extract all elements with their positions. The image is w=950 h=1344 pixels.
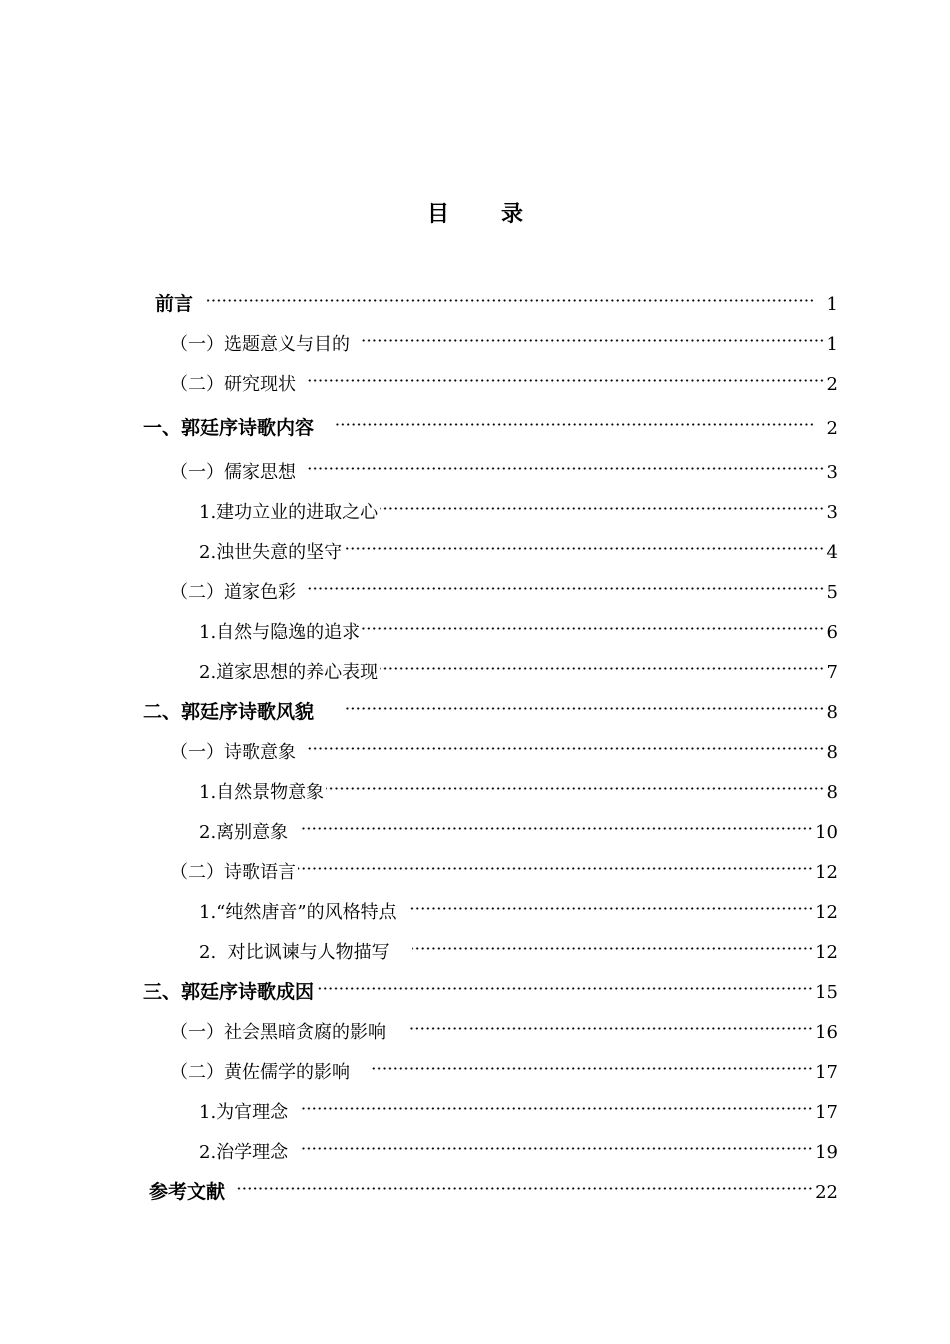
dot-leader <box>362 610 824 638</box>
dot-leader <box>326 770 824 798</box>
dot-leader <box>344 530 824 558</box>
toc-entry[interactable] <box>199 1090 838 1123</box>
toc-entry-label: 一、郭廷序诗歌内容 <box>143 417 315 439</box>
toc-entry-label: （一）儒家思想 <box>170 462 296 483</box>
dot-leader <box>207 282 815 310</box>
toc-entry-label: 1.为官理念 <box>199 1102 289 1123</box>
toc-entry[interactable] <box>199 810 838 843</box>
toc-entry[interactable] <box>199 490 838 523</box>
dot-leader <box>298 850 813 878</box>
toc-entry-page: 16 <box>815 1022 838 1043</box>
toc-entry-page: 5 <box>826 582 838 603</box>
page-title: 目录 <box>426 202 575 227</box>
toc-entry-label: （二）诗歌语言 <box>170 862 296 883</box>
toc-entry-page: 17 <box>815 1062 838 1083</box>
toc-entry-label: 2.治学理念 <box>199 1142 289 1163</box>
dot-leader <box>300 1090 813 1118</box>
dot-leader <box>346 690 825 718</box>
toc-entry[interactable] <box>199 770 838 803</box>
toc-entry-label: 参考文献 <box>149 1181 226 1203</box>
toc-entry[interactable] <box>170 570 838 603</box>
toc-entry-page: 7 <box>826 662 838 683</box>
toc-entry-page: 1 <box>826 294 838 315</box>
toc-entry-label: 1.建功立业的进取之心 <box>199 502 379 523</box>
toc-entry[interactable] <box>199 1130 838 1163</box>
toc-entry[interactable] <box>155 282 838 315</box>
toc-entry-page: 12 <box>815 902 838 923</box>
toc-entry[interactable] <box>199 650 838 683</box>
toc-entry[interactable] <box>170 450 838 483</box>
toc-entry-page: 3 <box>826 462 838 483</box>
toc-entry-page: 19 <box>815 1142 838 1163</box>
toc-entry-page: 2 <box>826 374 838 395</box>
toc-entry[interactable] <box>170 850 838 883</box>
toc-entry-label: （二）研究现状 <box>170 374 296 395</box>
toc-entry-label: 2.道家思想的养心表现 <box>199 662 379 683</box>
toc-entry-label: （二）道家色彩 <box>170 582 296 603</box>
toc-entry[interactable] <box>170 730 838 763</box>
dot-leader <box>308 450 825 478</box>
toc-entry-label: （二）黄佐儒学的影响 <box>170 1062 350 1083</box>
dot-leader <box>380 650 824 678</box>
toc-entry-label: 1.“纯然唐音”的风格特点 <box>199 902 397 923</box>
toc-entry-page: 22 <box>815 1182 838 1203</box>
toc-entry[interactable] <box>199 890 838 923</box>
toc-entry-page: 4 <box>826 542 838 563</box>
dot-leader <box>336 406 815 434</box>
toc-entry[interactable] <box>143 690 838 723</box>
toc-entry[interactable] <box>143 970 838 1003</box>
dot-leader <box>372 1050 813 1078</box>
toc-entry-page: 3 <box>826 502 838 523</box>
toc-entry-label: 2.离别意象 <box>199 822 289 843</box>
toc-entry-page: 12 <box>815 942 838 963</box>
dot-leader <box>412 930 813 958</box>
toc-entry-page: 6 <box>826 622 838 643</box>
toc-entry-page: 10 <box>815 822 838 843</box>
toc-entry-page: 8 <box>826 742 838 763</box>
toc-entry[interactable] <box>149 1170 838 1203</box>
dot-leader <box>408 1010 813 1038</box>
toc-entry-label: （一）诗歌意象 <box>170 742 296 763</box>
toc-entry-page: 12 <box>815 862 838 883</box>
toc-entry-label: （一）选题意义与目的 <box>170 334 350 355</box>
toc-entry-label: 前言 <box>155 293 194 315</box>
toc-entry-page: 8 <box>826 702 838 723</box>
toc-entry[interactable] <box>143 406 838 439</box>
toc-entry-label: 三、郭廷序诗歌成因 <box>143 981 315 1003</box>
toc-entry[interactable] <box>170 1050 838 1083</box>
dot-leader <box>308 362 825 390</box>
dot-leader <box>362 322 825 350</box>
dot-leader <box>409 890 814 918</box>
toc-entry-page: 15 <box>815 982 838 1003</box>
toc-entry[interactable] <box>170 1010 838 1043</box>
toc-entry-label: 1.自然景物意象 <box>199 782 325 803</box>
toc-entry[interactable] <box>170 362 838 395</box>
toc-entry-page: 1 <box>826 334 838 355</box>
dot-leader <box>316 970 813 998</box>
toc-entry[interactable] <box>199 930 838 963</box>
dot-leader <box>237 1170 813 1198</box>
toc-entry-label: 2. 对比讽谏与人物描写 <box>199 942 390 963</box>
toc-entry-label: 1.自然与隐逸的追求 <box>199 622 361 643</box>
toc-entry[interactable] <box>199 610 838 643</box>
toc-entry[interactable] <box>199 530 838 563</box>
toc-entry[interactable] <box>170 322 838 355</box>
dot-leader <box>380 490 824 518</box>
dot-leader <box>300 1130 813 1158</box>
dot-leader <box>308 570 825 598</box>
dot-leader <box>300 810 813 838</box>
toc-entry-label: 二、郭廷序诗歌风貌 <box>143 701 315 723</box>
toc-entry-label: （一）社会黑暗贪腐的影响 <box>170 1022 386 1043</box>
toc-entry-label: 2.浊世失意的坚守 <box>199 542 343 563</box>
toc-entry-page: 8 <box>826 782 838 803</box>
toc-entry-page: 2 <box>826 418 838 439</box>
dot-leader <box>308 730 825 758</box>
toc-entry-page: 17 <box>815 1102 838 1123</box>
